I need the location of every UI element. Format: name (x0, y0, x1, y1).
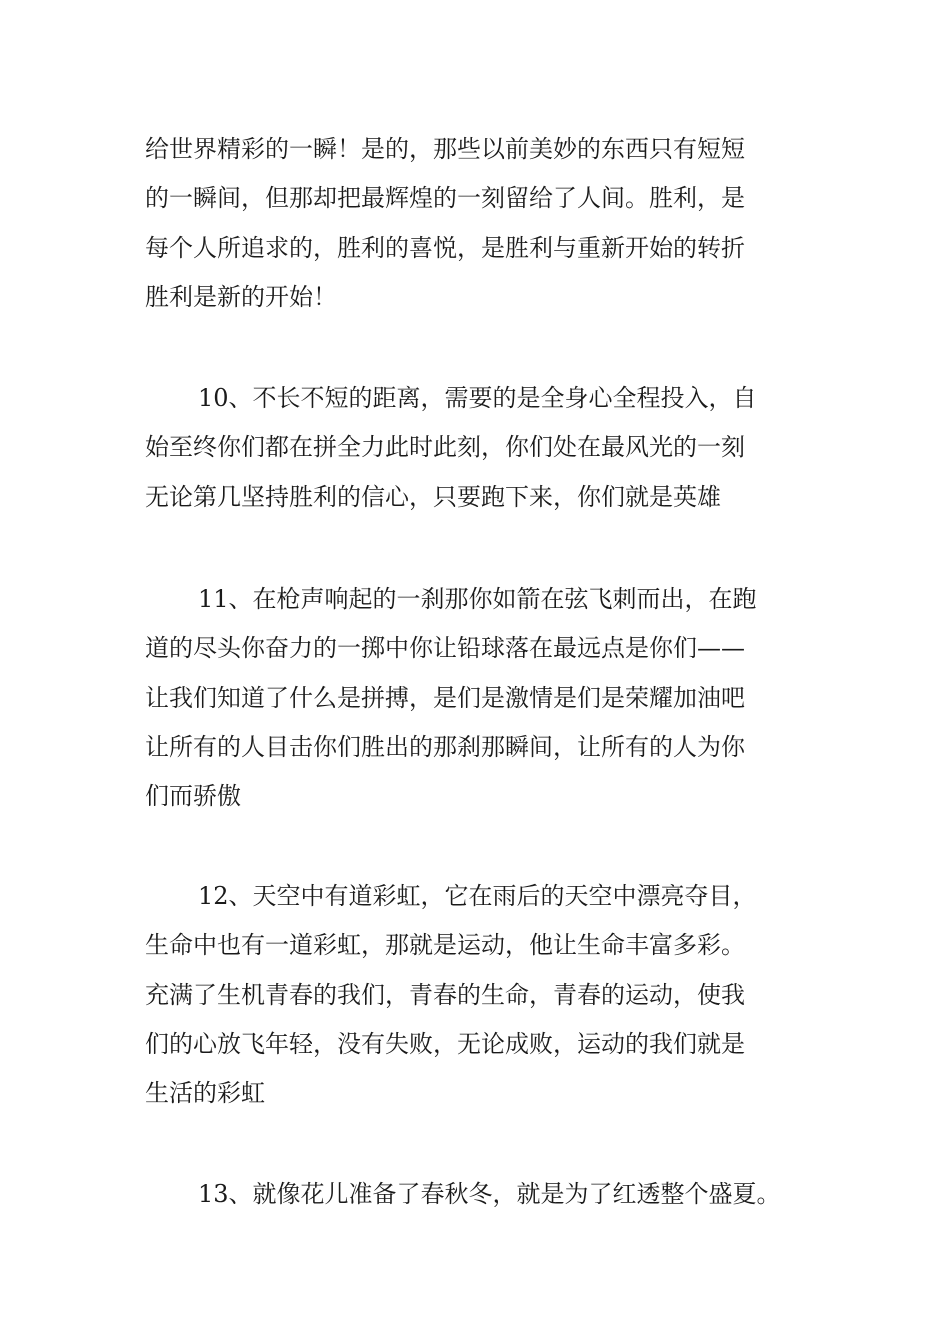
text-line: 生命中也有一道彩虹，那就是运动，他让生命丰富多彩。 (145, 931, 745, 960)
paragraph-11 (0, 575, 950, 821)
text-line: 11、在枪声响起的一刹那你如箭在弦飞刺而出，在跑 (198, 585, 757, 613)
paragraph-intro (0, 125, 950, 322)
paragraph-13 (0, 1170, 950, 1219)
paragraph-12 (0, 872, 950, 1118)
text-line: 每个人所追求的，胜利的喜悦，是胜利与重新开始的转折 (145, 233, 745, 262)
text-line: 无论第几坚持胜利的信心，只要跑下来，你们就是英雄 (145, 482, 721, 511)
text-line: 生活的彩虹 (145, 1079, 265, 1108)
text-line: 让所有的人目击你们胜出的那刹那瞬间，让所有的人为你 (145, 732, 745, 761)
text-line: 们的心放飞年轻，没有失败，无论成败，运动的我们就是 (145, 1029, 745, 1058)
text-line: 们而骄傲 (145, 782, 241, 811)
text-line: 的一瞬间，但那却把最辉煌的一刻留给了人间。胜利，是 (145, 184, 745, 213)
text-line: 13、就像花儿准备了春秋冬，就是为了红透整个盛夏。 (198, 1180, 781, 1208)
text-line: 12、天空中有道彩虹，它在雨后的天空中漂亮夺目， (198, 882, 757, 910)
text-line: 让我们知道了什么是拼搏，是们是激情是们是荣耀加油吧 (145, 683, 745, 712)
text-line: 给世界精彩的一瞬！是的，那些以前美妙的东西只有短短 (145, 135, 745, 163)
text-line: 10、不长不短的距离，需要的是全身心全程投入，自 (198, 384, 757, 412)
paragraph-10 (0, 374, 950, 522)
text-line: 充满了生机青春的我们，青春的生命，青春的运动，使我 (145, 980, 745, 1009)
text-line: 道的尽头你奋力的一掷中你让铅球落在最远点是你们—— (145, 634, 745, 663)
text-line: 胜利是新的开始！ (145, 282, 337, 311)
text-line: 始至终你们都在拼全力此时此刻，你们处在最风光的一刻 (145, 433, 745, 462)
